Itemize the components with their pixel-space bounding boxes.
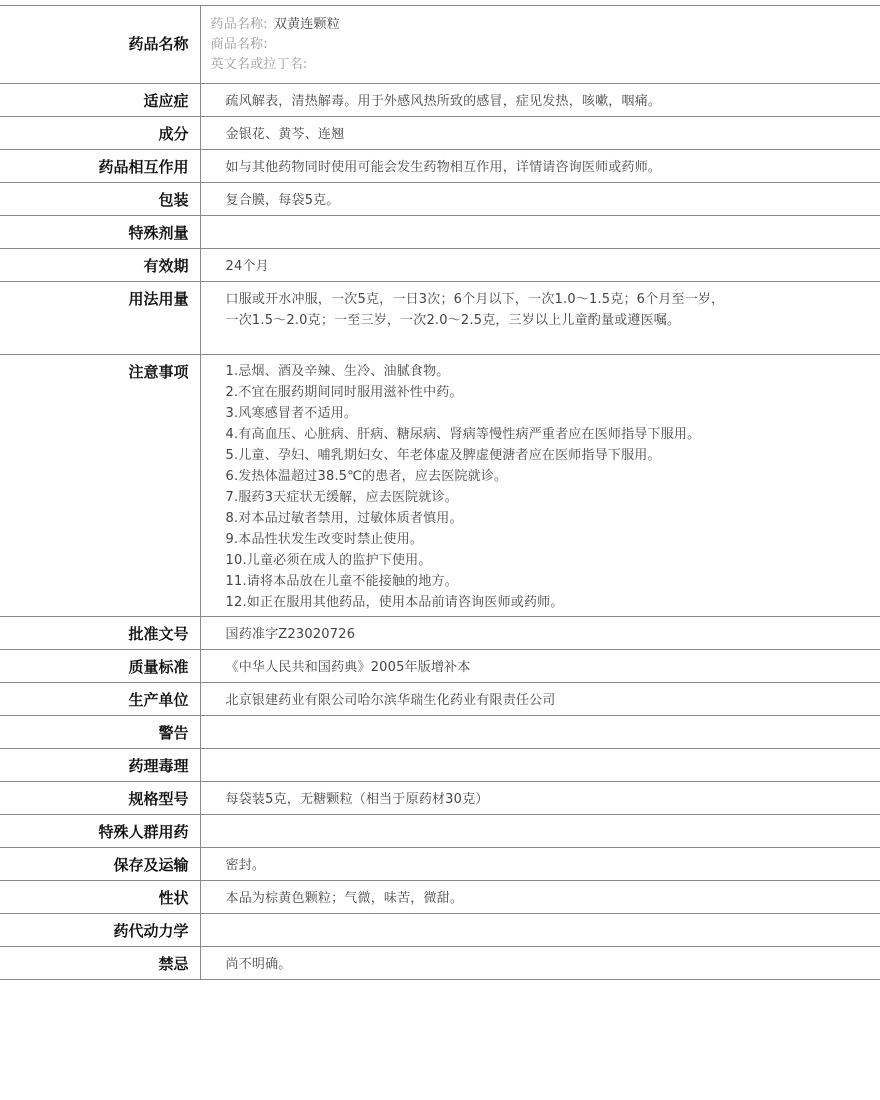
row-label: 药理毒理 [0, 749, 200, 782]
row-pharmacokinetics [0, 914, 880, 947]
row-label: 保存及运输 [0, 848, 200, 881]
row-interactions [0, 150, 880, 183]
row-label: 禁忌 [0, 947, 200, 980]
row-value: 密封。 [200, 848, 880, 881]
row-label: 有效期 [0, 249, 200, 282]
row-manufacturer [0, 683, 880, 716]
row-value [200, 749, 880, 782]
row-value: 口服或开水冲服，一次5克，一日3次；6个月以下，一次1.0～1.5克；6个月至一岁，一次1.5～2.0克；一至三岁，一次2.0～2.5克，三岁以上儿童酌量或遵医嘱。 [200, 282, 880, 355]
row-label: 药品相互作用 [0, 150, 200, 183]
row-value [200, 815, 880, 848]
row-special-populations [0, 815, 880, 848]
precautions-list [200, 355, 880, 617]
row-value: 本品为棕黄色颗粒；气微，味苦，微甜。 [200, 881, 880, 914]
row-label: 特殊人群用药 [0, 815, 200, 848]
row-value: 如与其他药物同时使用可能会发生药物相互作用，详情请咨询医师或药师。 [200, 150, 880, 183]
precaution-item: 11.请将本品放在儿童不能接触的地方。 [225, 574, 458, 589]
generic-name-key: 药品名称: [210, 17, 268, 32]
row-value: 金银花、黄芩、连翘 [200, 117, 880, 150]
precaution-item: 2.不宜在服药期间同时服用滋补性中药。 [225, 385, 463, 400]
row-value: 《中华人民共和国药典》2005年版增补本 [200, 650, 880, 683]
row-value [200, 6, 880, 84]
precaution-item: 1.忌烟、酒及辛辣、生冷、油腻食物。 [225, 364, 450, 379]
trade-name-line [211, 35, 871, 55]
precaution-item: 9.本品性状发生改变时禁止使用。 [225, 532, 424, 547]
precaution-item: 12.如正在服用其他药品，使用本品前请咨询医师或药师。 [225, 595, 564, 610]
row-special-dosage [0, 216, 880, 249]
row-label: 包装 [0, 183, 200, 216]
row-ingredients [0, 117, 880, 150]
precaution-item: 8.对本品过敏者禁用，过敏体质者慎用。 [225, 511, 463, 526]
row-approval-number [0, 617, 880, 650]
generic-name-value: 双黄连颗粒 [273, 17, 340, 32]
row-label: 批准文号 [0, 617, 200, 650]
precaution-item: 7.服药3天症状无缓解，应去医院就诊。 [225, 490, 458, 505]
row-label: 用法用量 [0, 282, 200, 355]
row-value: 24个月 [200, 249, 880, 282]
row-label: 注意事项 [0, 355, 200, 617]
row-storage [0, 848, 880, 881]
row-label: 警告 [0, 716, 200, 749]
row-label: 规格型号 [0, 782, 200, 815]
row-label: 药品名称 [0, 6, 200, 84]
row-value: 国药准字Z23020726 [200, 617, 880, 650]
row-pharmacology [0, 749, 880, 782]
row-label: 性状 [0, 881, 200, 914]
row-contraindications [0, 947, 880, 980]
row-product-name [0, 6, 880, 84]
row-value [200, 716, 880, 749]
row-label: 生产单位 [0, 683, 200, 716]
generic-name-line [211, 15, 871, 35]
row-quality-standard [0, 650, 880, 683]
trade-name-key: 商品名称: [210, 37, 268, 52]
row-indications [0, 84, 880, 117]
row-usage-dosage [0, 282, 880, 355]
row-specification [0, 782, 880, 815]
row-value [200, 914, 880, 947]
row-description [0, 881, 880, 914]
row-shelf-life [0, 249, 880, 282]
english-name-key: 英文名或拉丁名: [210, 57, 308, 72]
precaution-item: 3.风寒感冒者不适用。 [225, 406, 358, 421]
drug-spec-table [0, 5, 880, 980]
row-value: 每袋装5克，无糖颗粒（相当于原药材30克） [200, 782, 880, 815]
row-value: 复合膜，每袋5克。 [200, 183, 880, 216]
precaution-item: 6.发热体温超过38.5℃的患者，应去医院就诊。 [225, 469, 508, 484]
precaution-item: 4.有高血压、心脏病、肝病、糖尿病、肾病等慢性病严重者应在医师指导下服用。 [225, 427, 701, 442]
row-label: 质量标准 [0, 650, 200, 683]
precaution-item: 10.儿童必须在成人的监护下使用。 [225, 553, 432, 568]
row-label: 适应症 [0, 84, 200, 117]
row-value: 疏风解表，清热解毒。用于外感风热所致的感冒，症见发热，咳嗽，咽痛。 [200, 84, 880, 117]
row-precautions [0, 355, 880, 617]
row-value: 北京银建药业有限公司哈尔滨华瑞生化药业有限责任公司 [200, 683, 880, 716]
row-label: 特殊剂量 [0, 216, 200, 249]
precaution-item: 5.儿童、孕妇、哺乳期妇女、年老体虚及脾虚便溏者应在医师指导下服用。 [225, 448, 661, 463]
row-packaging [0, 183, 880, 216]
row-value: 尚不明确。 [200, 947, 880, 980]
row-warning [0, 716, 880, 749]
english-name-line [211, 55, 871, 75]
row-value [200, 216, 880, 249]
row-label: 药代动力学 [0, 914, 200, 947]
row-label: 成分 [0, 117, 200, 150]
